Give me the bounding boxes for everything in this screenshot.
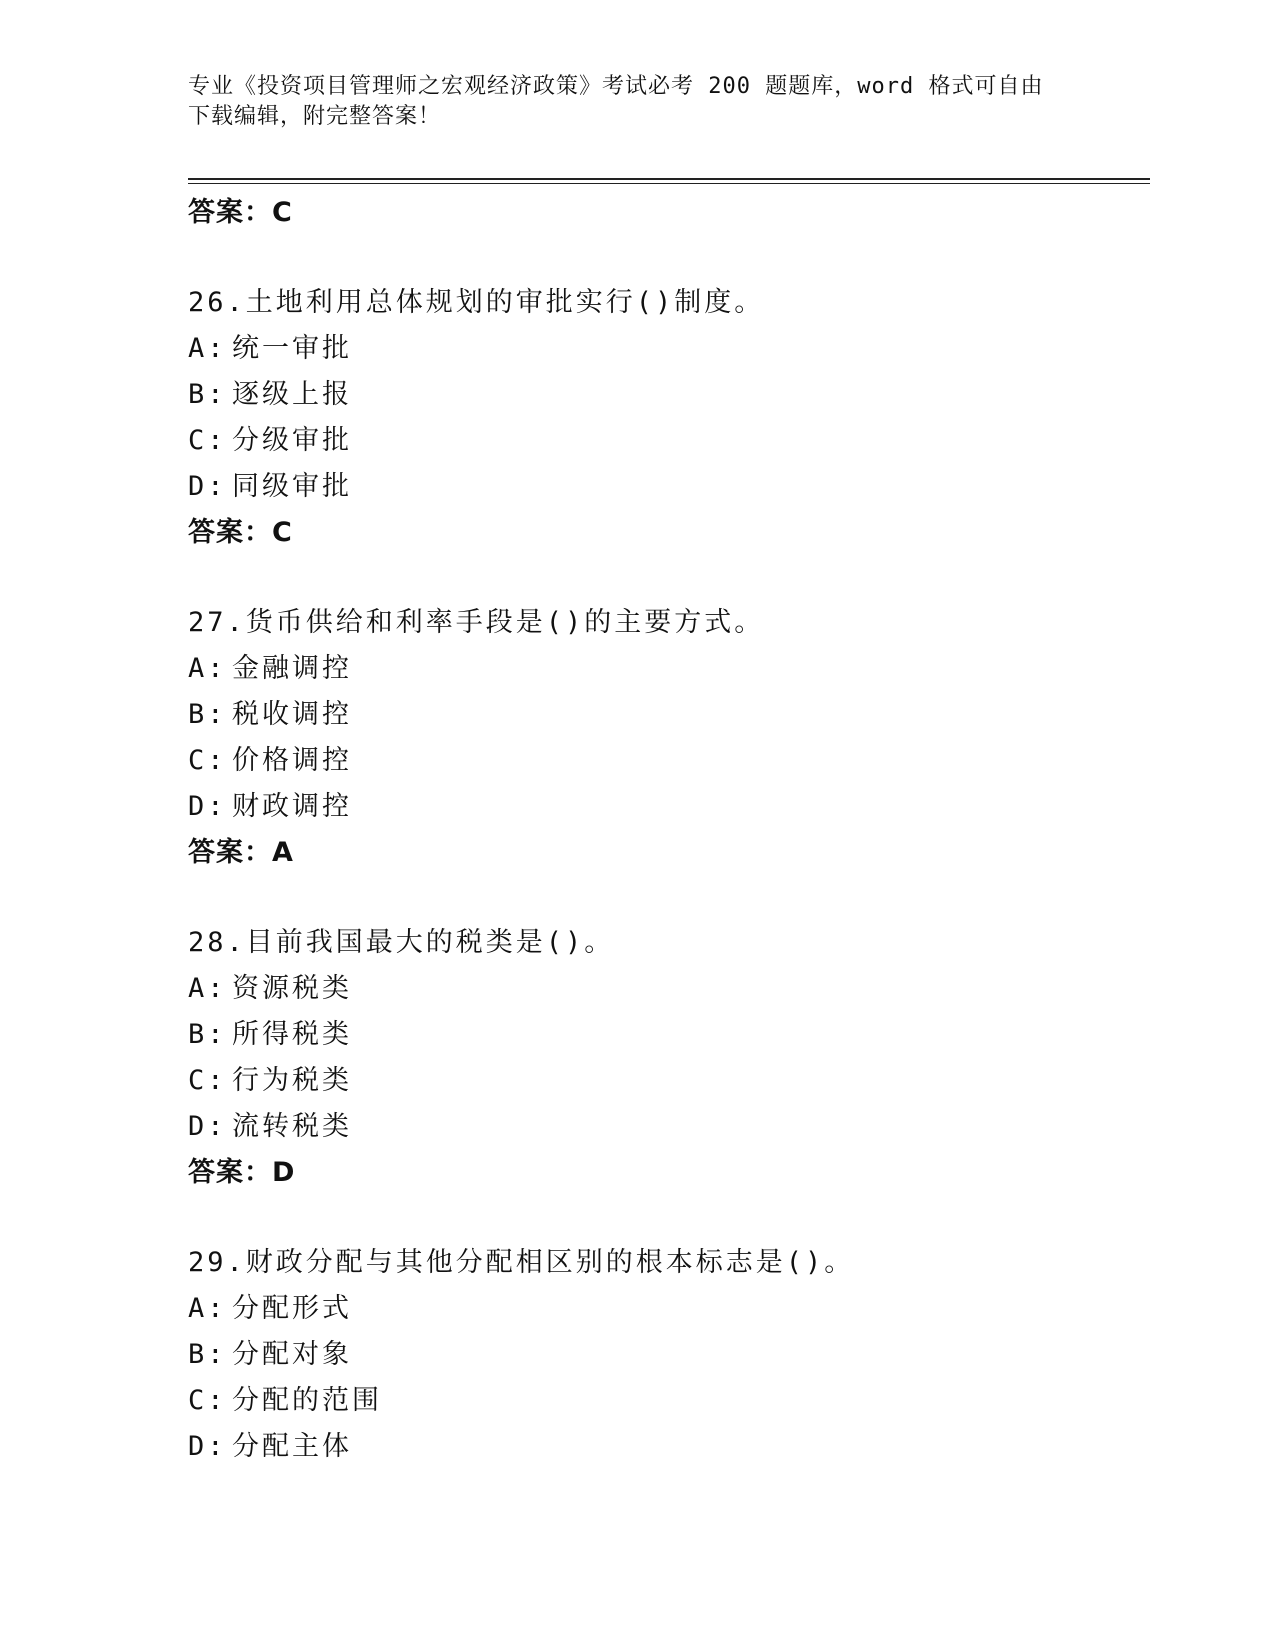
option-text: 分配形式 (232, 1293, 352, 1324)
option-key: A: (188, 653, 227, 684)
option-key: D: (188, 1431, 227, 1462)
option-key: B: (188, 1339, 227, 1370)
option-text: 同级审批 (232, 471, 352, 502)
option-a (188, 326, 1148, 372)
option-key: A: (188, 1293, 227, 1324)
option-b (188, 692, 1148, 738)
option-d (188, 1104, 1148, 1150)
option-b (188, 372, 1148, 418)
option-key: B: (188, 699, 227, 730)
option-text: 资源税类 (232, 973, 352, 1004)
question-text: 27.货币供给和利率手段是()的主要方式。 (188, 607, 765, 638)
option-key: D: (188, 791, 227, 822)
option-key: D: (188, 1111, 227, 1142)
option-c (188, 418, 1148, 464)
option-text: 分配对象 (232, 1339, 352, 1370)
option-a (188, 966, 1148, 1012)
header-divider (188, 178, 1150, 184)
question-text: 26.土地利用总体规划的审批实行()制度。 (188, 287, 765, 318)
option-text: 价格调控 (232, 745, 352, 776)
answer-line: 答案：A (188, 837, 294, 868)
option-key: C: (188, 1065, 227, 1096)
answer-line: 答案：C (188, 517, 293, 548)
option-c (188, 738, 1148, 784)
option-text: 统一审批 (232, 333, 352, 364)
option-b (188, 1332, 1148, 1378)
option-d (188, 1424, 1148, 1470)
question-text: 29.财政分配与其他分配相区别的根本标志是()。 (188, 1247, 855, 1278)
option-text: 财政调控 (232, 791, 352, 822)
header-line-1: 专业《投资项目管理师之宏观经济政策》考试必考 200 题题库，word 格式可自由 (188, 74, 1044, 99)
option-key: A: (188, 973, 227, 1004)
option-c (188, 1058, 1148, 1104)
document-header (188, 72, 1088, 132)
option-key: C: (188, 745, 227, 776)
option-key: A: (188, 333, 227, 364)
option-a (188, 646, 1148, 692)
option-text: 税收调控 (232, 699, 352, 730)
question-item (188, 600, 1148, 876)
answer-line: 答案：D (188, 1157, 296, 1188)
option-text: 逐级上报 (232, 379, 352, 410)
answer-line: 答案：C (188, 197, 293, 228)
option-text: 分级审批 (232, 425, 352, 456)
option-d (188, 464, 1148, 510)
option-text: 分配主体 (232, 1431, 352, 1462)
option-b (188, 1012, 1148, 1058)
option-text: 金融调控 (232, 653, 352, 684)
option-key: C: (188, 1385, 227, 1416)
option-key: C: (188, 425, 227, 456)
question-item (188, 920, 1148, 1196)
option-text: 所得税类 (232, 1019, 352, 1050)
header-line-2: 下载编辑，附完整答案！ (188, 104, 442, 129)
option-text: 分配的范围 (232, 1385, 382, 1416)
question-item (188, 1240, 1148, 1470)
option-a (188, 1286, 1148, 1332)
option-text: 行为税类 (232, 1065, 352, 1096)
option-c (188, 1378, 1148, 1424)
question-item (188, 280, 1148, 556)
option-d (188, 784, 1148, 830)
option-key: B: (188, 379, 227, 410)
option-text: 流转税类 (232, 1111, 352, 1142)
option-key: D: (188, 471, 227, 502)
question-text: 28.目前我国最大的税类是()。 (188, 927, 615, 958)
option-key: B: (188, 1019, 227, 1050)
question-content (188, 190, 1148, 1470)
